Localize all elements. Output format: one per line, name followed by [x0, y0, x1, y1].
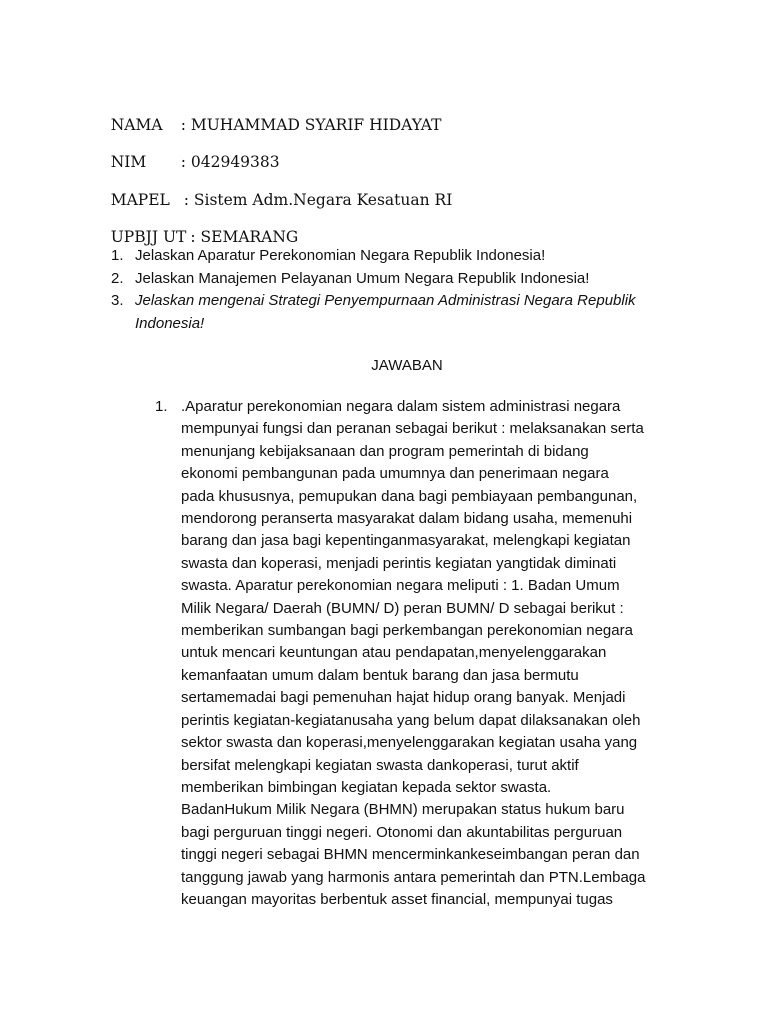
question-list: [111, 245, 691, 335]
answer-item: [155, 396, 715, 911]
question-text: [135, 268, 691, 291]
question-text: [135, 245, 691, 268]
upbjj-label: UPBJJ UT: [110, 228, 187, 246]
answers-heading: JAWABAN: [371, 357, 443, 374]
answer-text: [181, 396, 715, 911]
answer-line: mendorong peranserta masyarakat dalam bidang usaha, memenuhi: [181, 510, 633, 528]
answer-line: kemanfaatan umum dalam bentuk barang dan jasa bermutu: [181, 666, 579, 684]
mapel-value: : Sistem Adm.Negara Kesatuan RI: [183, 191, 453, 209]
question-number: 1.: [111, 247, 124, 264]
question-item: [111, 290, 691, 335]
nama-value: : MUHAMMAD SYARIF HIDAYAT: [180, 116, 442, 134]
answer-line: untuk mencari keuntungan atau pendapatan,menyelenggarakan: [181, 644, 607, 662]
answer-line: Milik Negara/ Daerah (BUMN/ D) peran BUMN/ D sebagai berikut :: [181, 599, 624, 617]
nama-label: NAMA: [110, 116, 163, 134]
answer-line: swasta. Aparatur perekonomian negara meliputi : 1. Badan Umum: [181, 577, 620, 595]
answer-line: menunjang kebijaksanaan dan program pemerintah di bidang: [181, 442, 589, 460]
upbjj-value: : SEMARANG: [190, 228, 299, 246]
answer-line: swasta dan koperasi, menjadi perintis kegiatan yangtidak diminati: [181, 554, 617, 572]
question-line: Jelaskan mengenai Strategi Penyempurnaan Administrasi Negara Republik: [135, 292, 636, 309]
answer-line: ekonomi pembangunan pada umumnya dan penerimaan negara: [181, 465, 609, 483]
answer-line: mempunyai fungsi dan peranan sebagai berikut : melaksanakan serta: [181, 420, 644, 438]
answer-line: barang dan jasa bagi kepentinganmasyarakat, melengkapi kegiatan: [181, 532, 631, 550]
answer-line: perintis kegiatan-kegiatanusaha yang belum dapat dilaksanakan oleh: [181, 711, 641, 729]
answer-line: sertamemadai bagi pemenuhan hajat hidup orang banyak. Menjadi: [181, 689, 626, 707]
answer-line: memberikan bimbingan kegiatan kepada sektor swasta.: [181, 778, 552, 796]
answer-line: bagi perguruan tinggi negeri. Otonomi dan akuntabilitas perguruan: [181, 823, 623, 841]
answer-line: pada khususnya, pemupukan dana bagi pembiayaan pembangunan,: [181, 487, 638, 505]
mapel-label: MAPEL: [110, 191, 170, 209]
answer-line: tinggi negeri sebagai BHMN mencerminkankeseimbangan peran dan: [181, 846, 640, 864]
question-number: 3.: [111, 292, 124, 309]
question-line: Indonesia!: [135, 314, 205, 332]
answer-line: BadanHukum Milik Negara (BHMN) merupakan status hukum baru: [181, 801, 625, 819]
answer-line: memberikan sumbangan bagi perkembangan perekonomian negara: [181, 622, 633, 640]
answer-line: sektor swasta dan koperasi,menyelenggarakan kegiatan usaha yang: [181, 734, 638, 752]
answer-number: 1.: [155, 398, 168, 415]
question-item: [111, 245, 691, 268]
question-line: Jelaskan Manajemen Pelayanan Umum Negara Republik Indonesia!: [135, 269, 590, 287]
answer-line: keuangan mayoritas berbentuk asset financial, mempunyai tugas: [181, 890, 613, 908]
nim-label: NIM: [110, 153, 147, 171]
answer-line: tanggung jawab yang harmonis antara pemerintah dan PTN.Lembaga: [181, 868, 646, 886]
nim-value: : 042949383: [180, 153, 280, 171]
question-number: 2.: [111, 269, 124, 287]
answer-line: bersifat melengkapi kegiatan swasta dankoperasi, turut aktif: [181, 756, 579, 774]
question-line: Jelaskan Aparatur Perekonomian Negara Republik Indonesia!: [135, 247, 546, 264]
answer-line: .Aparatur perekonomian negara dalam sistem administrasi negara: [181, 398, 621, 415]
question-item: [111, 268, 691, 291]
question-text: [135, 290, 691, 335]
